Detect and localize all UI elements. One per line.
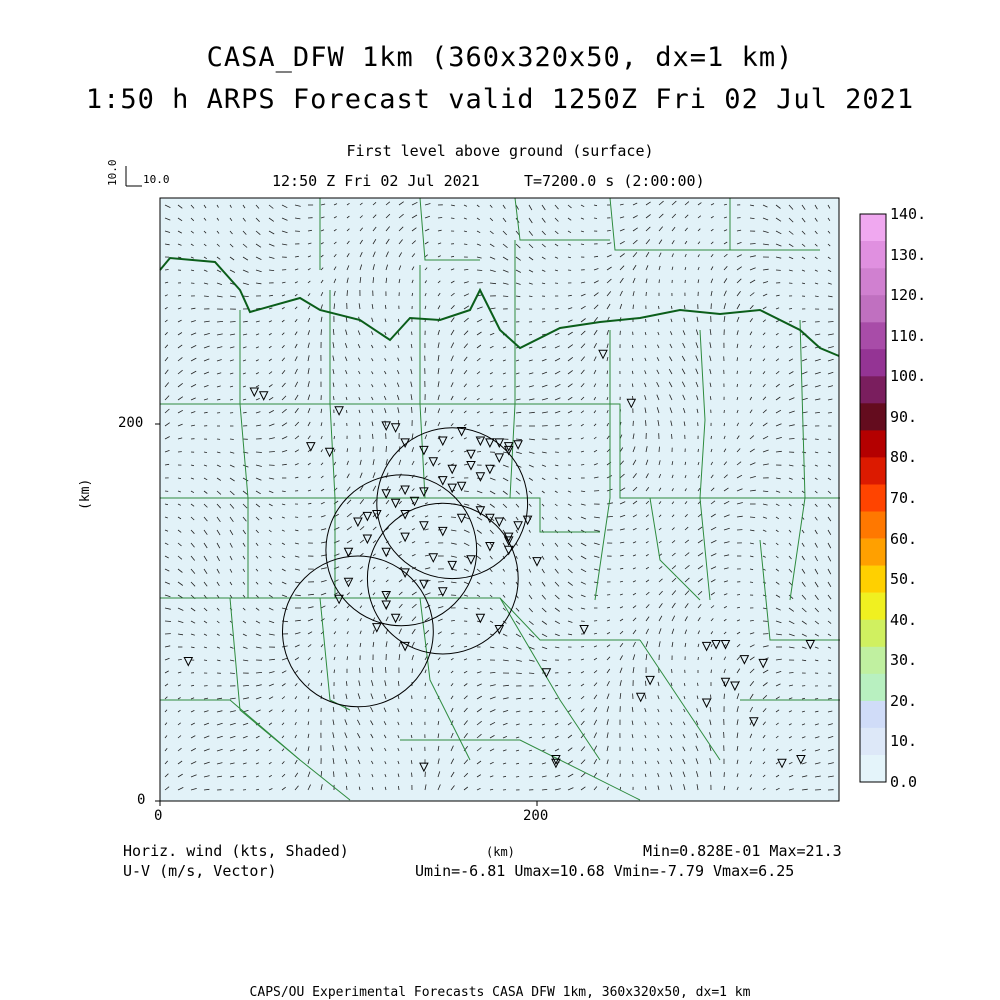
colorbar-segment (860, 620, 886, 647)
wind-vector (646, 786, 647, 790)
wind-vector (737, 371, 738, 374)
uv-stats: Umin=-6.81 Umax=10.68 Vmin=-7.79 Vmax=6.25 (415, 862, 795, 880)
wind-vector (789, 309, 792, 310)
colorbar-segment (860, 593, 886, 620)
colorbar-label: 80. (890, 448, 918, 467)
title-line-2: 1:50 h ARPS Forecast valid 1250Z Fri 02 Jul 2021 (85, 84, 915, 115)
colorbar-segment (860, 728, 886, 755)
wind-vector (412, 332, 413, 335)
wind-vector (438, 582, 444, 583)
wind-vector (529, 673, 534, 674)
colorbar-segment (860, 566, 886, 593)
wind-vector (451, 517, 456, 518)
wind-vector (451, 218, 454, 219)
wind-vector (815, 439, 819, 440)
wind-vector (724, 694, 725, 699)
wind-vector (204, 660, 207, 661)
wind-vector (633, 761, 634, 764)
colorbar-segment (860, 322, 886, 349)
colorbar-label: 90. (890, 407, 918, 426)
wind-vector (503, 296, 508, 297)
colorbar-segment (860, 403, 886, 430)
colorbar-segment (860, 376, 886, 403)
wind-vector (464, 491, 469, 492)
y-tick-0: 0 (137, 792, 146, 808)
wind-vector (646, 319, 647, 322)
colorbar-label: 30. (890, 651, 918, 670)
colorbar-label: 0.0 (890, 773, 918, 791)
colorbar-label: 70. (890, 489, 918, 507)
wind-vector (555, 309, 559, 310)
wind-vector (711, 670, 712, 673)
wind-vector (230, 439, 234, 440)
wind-vector (477, 270, 482, 271)
colorbar-segment (860, 268, 886, 295)
wind-vector (542, 322, 545, 323)
wind-vector (659, 279, 660, 283)
colorbar-label: 120. (890, 286, 927, 305)
colorbar-segment (860, 647, 886, 674)
wind-vector (334, 396, 335, 400)
wind-vector (516, 777, 519, 778)
x-tick-0: 0 (154, 808, 163, 824)
wind-vector (789, 673, 794, 674)
y-tick-200: 200 (118, 415, 144, 431)
wind-vector (477, 634, 480, 635)
wind-vector (594, 218, 597, 219)
y-axis-label: (km) (78, 478, 93, 510)
wind-vector (412, 407, 413, 413)
wind-vector (711, 695, 712, 699)
reference-vector-icon (126, 166, 142, 186)
time-step: T=7200.0 s (2:00:00) (524, 172, 705, 190)
wind-vector (438, 218, 442, 219)
colorbar-segment (860, 674, 886, 701)
x-axis-label: (km) (486, 845, 515, 859)
colorbar-segment (860, 512, 886, 539)
reference-vector-h-label: 10.0 (143, 173, 170, 186)
wind-vector (581, 647, 584, 648)
wind-vector (737, 595, 740, 596)
wind-vector (750, 244, 756, 245)
wind-vector (698, 449, 699, 452)
wind-vector (828, 413, 832, 414)
colorbar-segment (860, 485, 886, 512)
wind-vector (412, 773, 413, 777)
colorbar-label: 40. (890, 610, 918, 629)
field-description: Horiz. wind (kts, Shaded) (123, 842, 349, 860)
colorbar-segment (860, 701, 886, 728)
wind-vector (230, 322, 236, 323)
wind-vector (230, 673, 235, 674)
wind-vector (477, 452, 481, 453)
colorbar-label: 140. (890, 205, 927, 223)
wind-vector (347, 290, 348, 296)
colorbar-label: 50. (890, 570, 918, 589)
wind-vector (321, 329, 322, 335)
title-line-1: CASA_DFW 1km (360x320x50, dx=1 km) (206, 42, 794, 73)
wind-vector (633, 305, 634, 309)
colorbar-segment (860, 755, 886, 782)
wind-vector (698, 683, 699, 686)
wind-vector (386, 446, 387, 452)
wind-vector (256, 452, 262, 453)
wind-vector (360, 668, 361, 673)
x-tick-200: 200 (523, 808, 549, 824)
colorbar-segment (860, 539, 886, 566)
footer-credit: CAPS/OU Experimental Forecasts CASA DFW 1km, 360x320x50, dx=1 km (249, 985, 751, 1000)
colorbar (860, 214, 886, 782)
colorbar-label: 110. (890, 326, 927, 345)
wind-vector (750, 517, 755, 518)
colorbar-segment (860, 430, 886, 457)
valid-time: 12:50 Z Fri 02 Jul 2021 (272, 172, 480, 190)
wind-vector (581, 465, 584, 466)
level-subtitle: First level above ground (surface) (346, 142, 654, 160)
colorbar-label: 10. (890, 732, 918, 751)
wind-vector (828, 322, 834, 323)
colorbar-segment (860, 214, 886, 241)
colorbar-label: 20. (890, 691, 918, 710)
wind-vector (789, 439, 795, 440)
vector-description: U-V (m/s, Vector) (123, 862, 277, 880)
wind-vector (204, 296, 209, 297)
wind-vector (659, 447, 660, 452)
reference-vector-v-label: 10.0 (106, 159, 119, 186)
colorbar-segment (860, 241, 886, 268)
wind-vector (672, 434, 673, 439)
wind-vector (334, 771, 335, 777)
colorbar-segment (860, 295, 886, 322)
wind-vector (646, 420, 647, 426)
colorbar-segment (860, 457, 886, 484)
wind-vector (659, 306, 660, 309)
wind-vector (750, 582, 753, 583)
wind-vector (516, 673, 522, 674)
wind-vector (373, 434, 374, 439)
colorbar-label: 100. (890, 367, 927, 386)
wind-vector (269, 452, 275, 453)
colorbar-label: 130. (890, 245, 927, 264)
wind-vector (815, 699, 818, 700)
colorbar-segment (860, 349, 886, 376)
wind-vector (464, 244, 467, 245)
wind-vector (672, 669, 673, 673)
wind-vector (711, 436, 712, 439)
wind-vector (165, 270, 169, 271)
wind-vector (165, 621, 171, 622)
colorbar-label: 60. (890, 529, 918, 548)
min-max-stats: Min=0.828E-01 Max=21.3 (643, 842, 842, 860)
